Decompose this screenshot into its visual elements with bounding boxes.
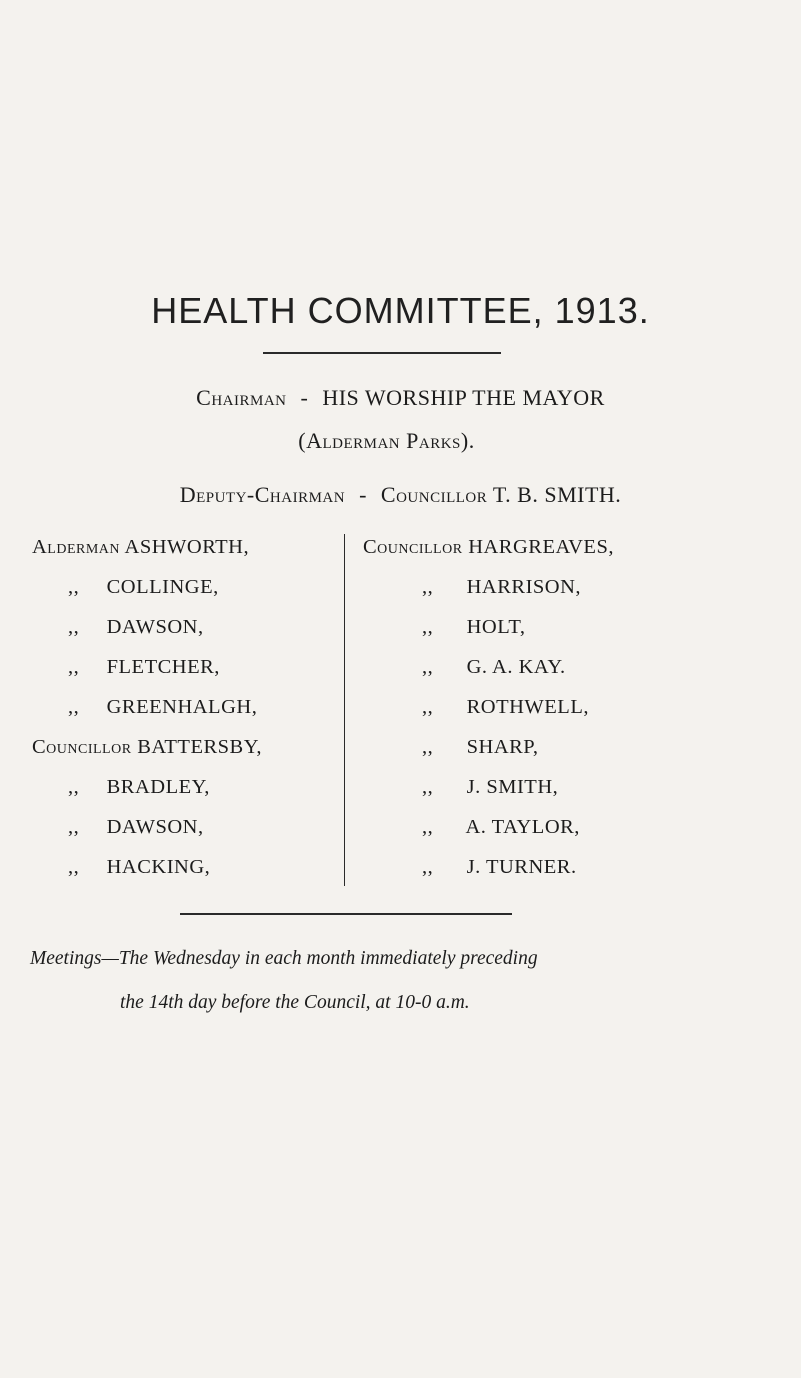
member-name: J. TURNER. — [466, 856, 577, 878]
chairman-line — [0, 385, 801, 411]
chairman-name: HIS WORSHIP THE MAYOR — [322, 385, 605, 410]
member-name: FLETCHER, — [106, 656, 220, 678]
member-name: G. A. KAY. — [466, 656, 566, 678]
member-row — [363, 767, 793, 807]
member-name: BRADLEY, — [106, 776, 210, 798]
member-title: Councillor — [32, 736, 132, 758]
member-title: Councillor — [363, 536, 463, 558]
member-row — [32, 847, 342, 887]
ditto-mark: ,, — [68, 616, 80, 638]
ditto-mark: ,, — [68, 696, 80, 718]
member-name: HARRISON, — [466, 576, 582, 598]
member-row — [363, 727, 793, 767]
member-name: GREENHALGH, — [106, 696, 258, 718]
chairman-separator: - — [300, 385, 309, 410]
ditto-mark: ,, — [422, 696, 434, 718]
meetings-line-1: Meetings—The Wednesday in each month immediately preceding — [30, 948, 538, 969]
ditto-mark: ,, — [68, 656, 80, 678]
footer-rule — [180, 913, 512, 915]
deputy-chairman-line — [0, 482, 801, 508]
deputy-name: Councillor T. B. SMITH. — [380, 482, 622, 507]
deputy-role: Deputy-Chairman — [179, 482, 346, 507]
members-right-column — [363, 527, 793, 887]
ditto-mark: ,, — [68, 856, 80, 878]
column-divider — [344, 534, 345, 886]
member-row — [32, 607, 342, 647]
member-row — [32, 647, 342, 687]
ditto-mark: ,, — [68, 776, 80, 798]
member-row — [363, 567, 793, 607]
member-name: A. TAYLOR, — [465, 816, 580, 838]
member-name: ROTHWELL, — [466, 696, 589, 718]
ditto-mark: ,, — [422, 616, 434, 638]
member-name: ASHWORTH, — [124, 536, 250, 558]
member-name: BATTERSBY, — [137, 736, 262, 758]
ditto-mark: ,, — [422, 856, 434, 878]
ditto-mark: ,, — [422, 576, 434, 598]
member-row — [363, 527, 793, 567]
member-title: Alderman — [32, 536, 121, 558]
member-row — [32, 767, 342, 807]
member-row — [363, 687, 793, 727]
member-row — [32, 687, 342, 727]
meetings-line-2: the 14th day before the Council, at 10-0 a.m. — [120, 992, 470, 1013]
member-row — [363, 607, 793, 647]
ditto-mark: ,, — [422, 776, 434, 798]
member-name: DAWSON, — [106, 816, 204, 838]
ditto-mark: ,, — [422, 816, 434, 838]
member-name: HACKING, — [106, 856, 211, 878]
chairman-role: Chairman — [196, 385, 287, 410]
page-title: HEALTH COMMITTEE, 1913. — [151, 290, 650, 331]
deputy-separator: - — [359, 482, 367, 507]
title-rule — [263, 352, 501, 354]
member-name: SHARP, — [466, 736, 539, 758]
ditto-mark: ,, — [68, 816, 80, 838]
member-row — [32, 807, 342, 847]
members-left-column — [32, 527, 342, 887]
member-row — [32, 527, 342, 567]
ditto-mark: ,, — [68, 576, 80, 598]
member-row — [32, 567, 342, 607]
member-row — [32, 727, 342, 767]
member-row — [363, 847, 793, 887]
member-name: HOLT, — [466, 616, 526, 638]
member-name: DAWSON, — [106, 616, 204, 638]
member-name: COLLINGE, — [106, 576, 219, 598]
member-name: HARGREAVES, — [468, 536, 614, 558]
chairman-note: (Alderman Parks). — [298, 428, 475, 453]
ditto-mark: ,, — [422, 656, 434, 678]
ditto-mark: ,, — [422, 736, 434, 758]
member-row — [363, 807, 793, 847]
member-name: J. SMITH, — [466, 776, 559, 798]
member-row — [363, 647, 793, 687]
